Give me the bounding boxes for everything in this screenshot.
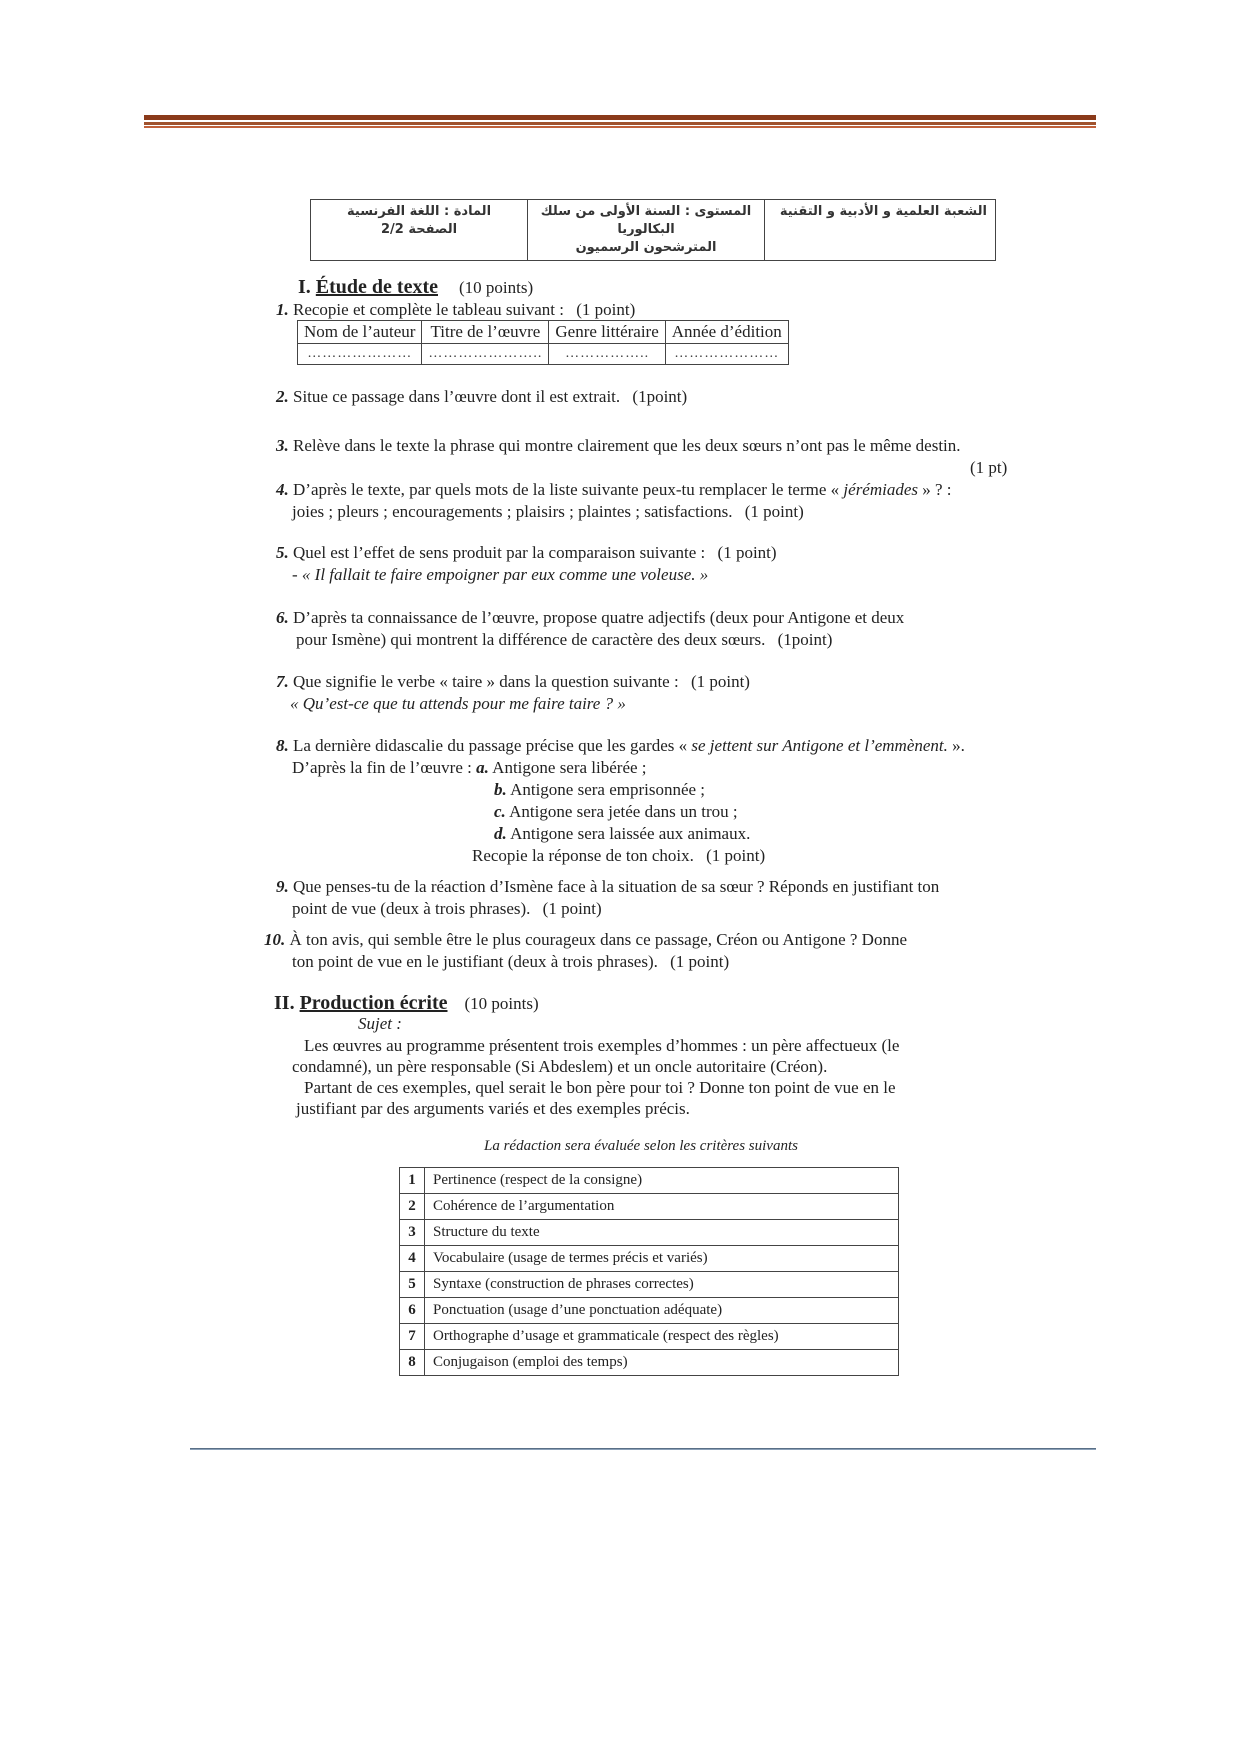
q5-points: (1 point) [717, 543, 777, 562]
q8-option-d-letter: d. [494, 824, 507, 843]
q10-number: 10. [264, 930, 286, 949]
criteria-row [400, 1194, 899, 1220]
q3-text: Relève dans le texte la phrase qui montre clairement que les deux sœurs n’ont pas le même destin. [293, 436, 961, 455]
criteria-number: 3 [400, 1220, 425, 1246]
q7-text: Que signifie le verbe « taire » dans la question suivante : [293, 672, 679, 691]
criteria-number: 7 [400, 1324, 425, 1350]
blank-title: ………………….. [422, 344, 549, 365]
q6-line2-row [296, 629, 832, 651]
criteria-number: 6 [400, 1298, 425, 1324]
header-branch: الشعبة العلمية و الأدبية و التقنية [779, 204, 987, 219]
q8-instruction: Recopie la réponse de ton choix. [472, 846, 694, 865]
criteria-row [400, 1246, 899, 1272]
q1-number: 1. [276, 300, 289, 319]
question-4 [276, 479, 952, 501]
criteria-number: 5 [400, 1272, 425, 1298]
q8-option-d-row [494, 823, 750, 845]
sujet-p2-line1: Partant de ces exemples, quel serait le bon père pour toi ? Donne ton point de vue en le [304, 1078, 896, 1097]
q8-option-b-letter: b. [494, 780, 507, 799]
question-3 [276, 435, 961, 457]
criteria-number: 8 [400, 1350, 425, 1376]
q5-quote: - « Il fallait te faire empoigner par eux comme une voleuse. » [292, 565, 709, 584]
section2-points: (10 points) [464, 994, 539, 1013]
q8-intro: D’après la fin de l’œuvre : [292, 758, 472, 777]
exam-header-table [310, 199, 996, 261]
q9-line1: Que penses-tu de la réaction d’Ismène face à la situation de sa sœur ? Réponds en justifiant ton [293, 877, 940, 896]
criteria-caption: La rédaction sera évaluée selon les critères suivants [484, 1138, 798, 1154]
criteria-label: Orthographe d’usage et grammaticale (respect des règles) [425, 1324, 899, 1350]
sujet-p2-line2: justifiant par des arguments variés et des exemples précis. [296, 1099, 690, 1118]
q10-points: (1 point) [670, 952, 730, 971]
q8-intro-row [292, 757, 647, 779]
header-level-line1: المستوى : السنة الأولى من سلك [540, 204, 752, 219]
section2-heading [274, 992, 539, 1015]
criteria-row [400, 1350, 899, 1376]
q8-text-a: La dernière didascalie du passage précise que les gardes « [293, 736, 688, 755]
q4-word-list: joies ; pleurs ; encouragements ; plaisirs ; plaintes ; satisfactions. [292, 502, 733, 521]
q10-line2-row [292, 951, 729, 973]
q7-quote: « Qu’est-ce que tu attends pour me faire taire ? » [290, 694, 626, 713]
sujet-p1-line2: condamné), un père responsable (Si Abdeslem) et un oncle autoritaire (Créon). [292, 1057, 828, 1076]
q6-points: (1point) [777, 630, 833, 649]
q8-option-c-letter: c. [494, 802, 506, 821]
q2-text: Situe ce passage dans l’œuvre dont il est extrait. [293, 387, 621, 406]
q8-option-a: Antigone sera libérée ; [492, 758, 647, 777]
question-7 [276, 671, 750, 693]
col-header-title: Titre de l’œuvre [422, 321, 549, 344]
blank-genre: …………….. [549, 344, 665, 365]
col-header-author: Nom de l’auteur [298, 321, 422, 344]
q1-points: (1 point) [576, 300, 636, 319]
q7-number: 7. [276, 672, 289, 691]
blank-author: ………………… [298, 344, 422, 365]
criteria-table [399, 1167, 899, 1376]
criteria-row [400, 1220, 899, 1246]
q1-text: Recopie et complète le tableau suivant : [293, 300, 564, 319]
q4-term: jérémiades [843, 480, 919, 499]
q4-number: 4. [276, 480, 289, 499]
criteria-label: Vocabulaire (usage de termes précis et variés) [425, 1246, 899, 1272]
criteria-label: Syntaxe (construction de phrases correctes) [425, 1272, 899, 1298]
q8-instruction-row [472, 845, 765, 867]
q8-points: (1 point) [706, 846, 766, 865]
header-subject-cell [311, 200, 528, 261]
col-header-genre: Genre littéraire [549, 321, 665, 344]
section1-points: (10 points) [459, 278, 534, 297]
q9-line2: point de vue (deux à trois phrases). [292, 899, 531, 918]
question-8 [276, 735, 965, 757]
q3-points: (1 pt) [970, 458, 1008, 477]
q8-quote: se jettent sur Antigone et l’emmènent. [691, 736, 948, 755]
q4-text-a: D’après le texte, par quels mots de la liste suivante peux-tu remplacer le terme « [293, 480, 840, 499]
section2-number: II. [274, 992, 295, 1014]
q8-option-c-row [494, 801, 738, 823]
q9-number: 9. [276, 877, 289, 896]
section1-title: Étude de texte [315, 276, 438, 298]
criteria-label: Conjugaison (emploi des temps) [425, 1350, 899, 1376]
q6-line2: pour Ismène) qui montrent la différence de caractère des deux sœurs. [296, 630, 766, 649]
header-level-cell [528, 200, 765, 261]
criteria-number: 1 [400, 1168, 425, 1194]
q8-option-c: Antigone sera jetée dans un trou ; [509, 802, 738, 821]
header-branch-cell [764, 200, 995, 261]
section2-title: Production écrite [299, 992, 448, 1014]
criteria-label: Ponctuation (usage d’une ponctuation adéquate) [425, 1298, 899, 1324]
criteria-row [400, 1168, 899, 1194]
criteria-number: 4 [400, 1246, 425, 1272]
q8-option-d: Antigone sera laissée aux animaux. [510, 824, 751, 843]
criteria-label: Pertinence (respect de la consigne) [425, 1168, 899, 1194]
col-header-year: Année d’édition [665, 321, 788, 344]
q8-number: 8. [276, 736, 289, 755]
q2-number: 2. [276, 387, 289, 406]
q5-number: 5. [276, 543, 289, 562]
question-6 [276, 607, 904, 629]
question-2 [276, 386, 687, 408]
q2-points: (1point) [632, 387, 688, 406]
q8-option-b-row [494, 779, 705, 801]
q4-text-b: » ? : [922, 480, 952, 499]
criteria-row [400, 1272, 899, 1298]
q3-number: 3. [276, 436, 289, 455]
top-decorative-rule [144, 115, 1096, 125]
criteria-row [400, 1298, 899, 1324]
section1-number: I. [298, 276, 311, 298]
q10-line1: À ton avis, qui semble être le plus courageux dans ce passage, Créon ou Antigone ? Donne [289, 930, 908, 949]
question-5 [276, 542, 777, 564]
header-page: الصفحة 2/2 [380, 222, 458, 237]
sujet-label: Sujet : [358, 1014, 402, 1033]
q4-points: (1 point) [744, 502, 804, 521]
section1-heading [298, 276, 533, 299]
q8-option-b: Antigone sera emprisonnée ; [510, 780, 706, 799]
q5-text: Quel est l’effet de sens produit par la comparaison suivante : [293, 543, 706, 562]
criteria-label: Structure du texte [425, 1220, 899, 1246]
header-level-line3: المترشحون الرسميون [575, 240, 717, 255]
work-info-table [297, 320, 789, 365]
question-10 [264, 929, 907, 951]
q9-line2-row [292, 898, 602, 920]
q8-text-b: ». [952, 736, 965, 755]
bottom-decorative-rule [190, 1448, 1096, 1450]
criteria-row [400, 1324, 899, 1350]
criteria-label: Cohérence de l’argumentation [425, 1194, 899, 1220]
q8-option-a-letter: a. [476, 758, 489, 777]
header-subject: المادة : اللغة الفرنسية [347, 204, 492, 219]
question-1 [276, 299, 635, 321]
q4-line2 [292, 501, 804, 523]
q6-number: 6. [276, 608, 289, 627]
question-9 [276, 876, 939, 898]
criteria-number: 2 [400, 1194, 425, 1220]
header-level-line2: البكالوريا [617, 222, 675, 237]
sujet-p1-line1: Les œuvres au programme présentent trois exemples d’hommes : un père affectueux (le [304, 1036, 900, 1055]
blank-year: ………………… [665, 344, 788, 365]
q7-points: (1 point) [690, 672, 750, 691]
q10-line2: ton point de vue en le justifiant (deux à trois phrases). [292, 952, 658, 971]
q9-points: (1 point) [542, 899, 602, 918]
q6-line1: D’après ta connaissance de l’œuvre, propose quatre adjectifs (deux pour Antigone et deux [293, 608, 905, 627]
